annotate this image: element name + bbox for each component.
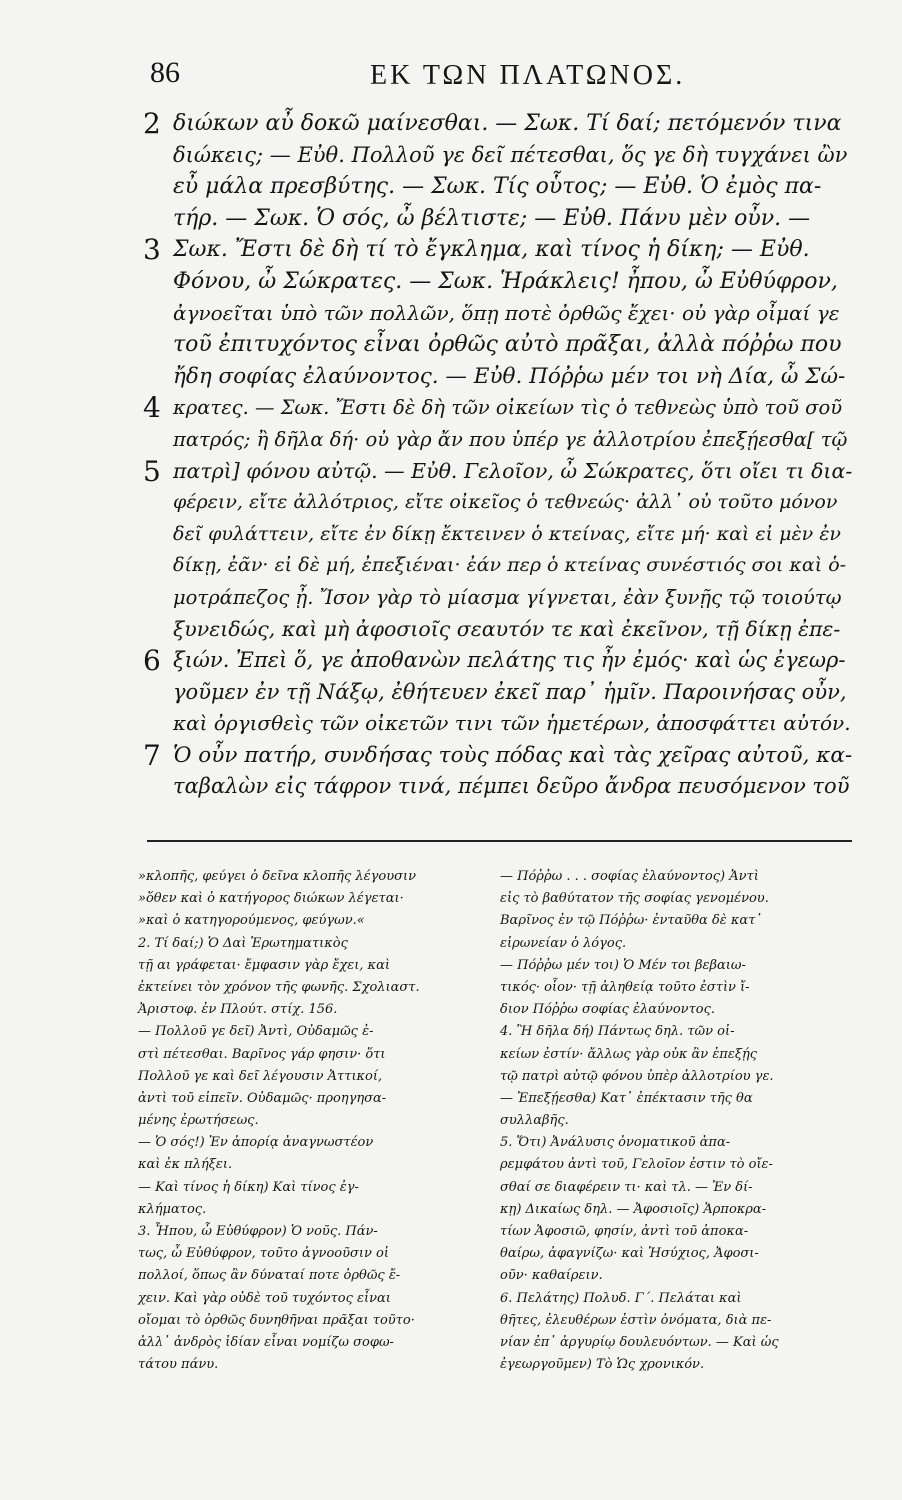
text-line xyxy=(143,361,853,393)
line-text: κρατες. — Σωκ. Ἔστι δὲ δὴ τῶν οἰκείων τὶς ὁ τεθνεὼς ὑπὸ τοῦ σοῦ xyxy=(173,396,843,420)
footnote-line: Πολλοῦ γε καὶ δεῖ λέγουσιν Ἀττικοί, xyxy=(138,1068,383,1084)
section-number: 3 xyxy=(143,233,161,267)
text-line xyxy=(143,140,853,172)
section-number: 7 xyxy=(143,738,161,772)
footnote-line: — Καὶ τίνος ἡ δίκη) Καὶ τίνος ἐγ- xyxy=(138,1179,359,1195)
footnote-line: ἀντὶ τοῦ εἰπεῖν. Οὐδαμῶς· προηγησα- xyxy=(138,1090,387,1106)
line-text: γοῦμεν ἐν τῇ Νάξῳ, ἐθήτευεν ἐκεῖ παρ᾽ ἡμῖν. Παροινήσας οὖν, xyxy=(173,679,847,704)
footnote-line: τῷ πατρὶ αὐτῷ φόνου ὑπὲρ ἀλλοτρίου γε. xyxy=(500,1068,774,1084)
line-text: Ὁ οὖν πατήρ, συνδήσας τοὺς πόδας καὶ τὰς χεῖρας αὐτοῦ, κα- xyxy=(173,742,853,768)
footnote-line: κλήματος. xyxy=(138,1201,207,1217)
footnote-line: θαίρω, ἀφαγνίζω· καὶ Ἡσύχιος, Ἀφοσι- xyxy=(500,1246,759,1262)
text-line xyxy=(143,456,853,488)
line-text: πατρὶ] φόνου αὐτῷ. — Εὐθ. Γελοῖον, ὦ Σώκρατες, ὅτι οἴει τι δια- xyxy=(173,458,853,483)
section-number: 6 xyxy=(143,644,161,678)
text-line xyxy=(143,266,853,298)
footnote-line: Βαρῖνος ἐν τῷ Πόῤῥω· ἐνταῦθα δὲ κατ᾽ xyxy=(500,913,762,929)
footnote-line: καὶ ἐκ πλήξει. xyxy=(138,1157,233,1173)
text-line xyxy=(143,487,853,519)
line-text: Σωκ. Ἔστι δὲ δὴ τί τὸ ἔγκλημα, καὶ τίνος ἡ δίκη; — Εὐθ. xyxy=(173,237,810,263)
footnote-line: — Ὁ σός!) Ἐν ἀπορίᾳ ἀναγνωστέον xyxy=(138,1135,374,1151)
line-text: μοτράπεζος ᾖ. Ἴσον γὰρ τὸ μίασμα γίγνεται, ἐὰν ξυνῇς τῷ τοιούτῳ xyxy=(173,585,842,609)
footnote-line: Ἀριστοφ. ἐν Πλούτ. στίχ. 156. xyxy=(138,1002,338,1018)
footnote-line: — Πόῤῥω μέν τοι) Ὁ Μέν τοι βεβαιω- xyxy=(500,957,746,973)
line-text: πατρός; ἢ δῆλα δή· οὐ γὰρ ἄν που ὑπέρ γε ἀλλοτρίου ἐπεξῄεσθα[ τῷ xyxy=(173,427,848,451)
footnote-line: »ὅθεν καὶ ὁ κατήγορος διώκων λέγεται· xyxy=(138,891,404,907)
footnote-line: — Ἐπεξῄεσθα) Κατ᾽ ἐπέκτασιν τῆς θα xyxy=(500,1090,753,1106)
footnote-line: συλλαβῆς. xyxy=(500,1113,569,1129)
line-text: ἀγνοεῖται ὑπὸ τῶν πολλῶν, ὅπῃ ποτὲ ὀρθῶς ἔχει· οὐ γὰρ οἶμαί γε xyxy=(173,300,840,325)
footnote-line: εἰρωνείαν ὁ λόγος. xyxy=(500,935,627,951)
footnote-line: 4. Ἢ δῆλα δή) Πάντως δηλ. τῶν οἰ- xyxy=(500,1024,735,1040)
footnote-line: — Πολλοῦ γε δεῖ) Ἀντὶ, Οὐδαμῶς ἐ- xyxy=(138,1024,374,1040)
text-line xyxy=(143,582,853,614)
footnote-line: 5. Ὅτι) Ἀνάλυσις ὀνοματικοῦ ἀπα- xyxy=(500,1135,731,1151)
text-line xyxy=(143,677,853,709)
footnote-line: — Πόῤῥω . . . σοφίας ἐλαύνοντος) Ἀντὶ xyxy=(500,869,759,884)
footnotes-left-column xyxy=(138,866,478,1376)
text-line xyxy=(143,740,853,772)
footnote-line: νίαν ἐπ᾽ ἀργυρίῳ δουλευόντων. — Καὶ ὡς xyxy=(500,1334,779,1350)
line-text: διώκων αὖ δοκῶ μαίνεσθαι. — Σωκ. Τί δαί; πετόμενόν τινα xyxy=(173,111,842,136)
line-text: δίκῃ, ἐᾶν· εἰ δὲ μή, ἐπεξιέναι· ἐάν περ ὁ κτείνας συνέστιός σοι καὶ ὁ- xyxy=(173,554,847,577)
line-text: Φόνου, ὦ Σώκρατες. — Σωκ. Ἡράκλεις! ἦπου, ὦ Εὐθύφρον, xyxy=(173,268,838,294)
page-number: 86 xyxy=(150,56,180,89)
text-line xyxy=(143,329,853,361)
footnote-line: κείων ἐστίν· ἄλλως γὰρ οὐκ ἂν ἐπεξῄς xyxy=(500,1046,758,1062)
text-line xyxy=(143,550,853,582)
footnote-line: »καὶ ὁ κατηγορούμενος, φεύγων.« xyxy=(138,913,365,929)
line-text: ἤδη σοφίας ἐλαύνοντος. — Εὐθ. Πόῤῥω μέν τοι νὴ Δία, ὦ Σώ- xyxy=(173,363,846,389)
text-line xyxy=(143,171,853,203)
line-text: ταβαλὼν εἰς τάφρον τινά, πέμπει δεῦρο ἄνδρα πευσόμενον τοῦ xyxy=(173,774,850,799)
text-line xyxy=(143,645,853,677)
text-line xyxy=(143,234,853,266)
text-line xyxy=(143,298,853,330)
footnote-line: θῆτες, ἐλευθέρων ἐστὶν ὀνόματα, διὰ πε- xyxy=(500,1312,772,1328)
running-title: ΕΚ ΤΩΝ ΠΛΑΤΩΝΟΣ. xyxy=(370,60,686,91)
line-text: τοῦ ἐπιτυχόντος εἶναι ὀρθῶς αὐτὸ πρᾶξαι, ἀλλὰ πόῤῥω που xyxy=(173,332,842,358)
footnote-line: οῦν· καθαίρειν. xyxy=(500,1268,603,1284)
text-line xyxy=(143,392,853,424)
text-line xyxy=(143,708,853,740)
footnote-line: διον Πόῤῥω σοφίας ἐλαύνοντος. xyxy=(500,1002,716,1018)
footnote-line: τως, ὦ Εὐθύφρον, τοῦτο ἀγνοοῦσιν οἱ xyxy=(138,1246,389,1262)
footnote-divider xyxy=(147,840,852,842)
line-text: δεῖ φυλάττειν, εἴτε ἐν δίκῃ ἔκτεινεν ὁ κτείνας, εἴτε μή· καὶ εἰ μὲν ἐν xyxy=(173,522,841,545)
footnotes-right-column xyxy=(500,866,840,1376)
main-text-block xyxy=(143,108,853,803)
footnote-line: τικός· οἷον· τῇ ἀληθείᾳ τοῦτο ἐστὶν ἴ- xyxy=(500,979,750,995)
line-text: ξυνειδώς, καὶ μὴ ἀφοσιοῖς σεαυτόν τε καὶ ἐκεῖνον, τῇ δίκῃ ἐπε- xyxy=(173,616,841,641)
line-text: ξιών. Ἐπεὶ ὅ, γε ἀποθανὼν πελάτης τις ἦν ἐμός· καὶ ὡς ἐγεωρ- xyxy=(173,648,846,673)
footnote-line: ρεμφάτου ἀντὶ τοῦ, Γελοῖον ἐστιν τὸ οἴε- xyxy=(500,1157,773,1173)
line-text: φέρειν, εἴτε ἀλλότριος, εἴτε οἰκεῖος ὁ τεθνεώς· ἀλλ᾽ οὐ τοῦτο μόνον xyxy=(173,491,838,514)
text-line xyxy=(143,108,853,140)
footnote-line: τάτου πάνυ. xyxy=(138,1357,219,1373)
footnote-line: ἀλλ᾽ ἀνδρὸς ἰδίαν εἶναι νομίζω σοφω- xyxy=(138,1334,394,1350)
line-text: εὖ μάλα πρεσβύτης. — Σωκ. Τίς οὗτος; — Εὐθ. Ὁ ἐμὸς πα- xyxy=(173,174,822,200)
footnote-line: εἰς τὸ βαθύτατον τῆς σοφίας γενομένου. xyxy=(500,891,769,907)
footnote-line: 3. Ἦπου, ὦ Εὐθύφρον) Ὁ νοῦς. Πάν- xyxy=(138,1224,378,1239)
section-number: 5 xyxy=(143,454,161,488)
footnote-line: ἐκτείνει τὸν χρόνον τῆς φωνῆς. Σχολιαστ. xyxy=(138,979,420,995)
footnote-line: χειν. Καὶ γὰρ οὐδὲ τοῦ τυχόντος εἶναι xyxy=(138,1290,391,1306)
footnote-line: τίων Ἀφοσιῶ, φησίν, ἀντὶ τοῦ ἀποκα- xyxy=(500,1224,749,1239)
line-text: καὶ ὀργισθεὶς τῶν οἰκετῶν τινι τῶν ἡμετέρων, ἀποσφάττει αὐτόν. xyxy=(173,711,851,736)
text-line xyxy=(143,424,853,456)
line-text: διώκεις; — Εὐθ. Πολλοῦ γε δεῖ πέτεσθαι, ὅς γε δὴ τυγχάνει ὢν xyxy=(173,142,848,167)
text-line xyxy=(143,203,853,235)
text-line xyxy=(143,614,853,646)
footnote-line: 6. Πελάτης) Πολυδ. Γ΄. Πελάται καὶ xyxy=(500,1290,742,1306)
footnote-line: στὶ πέτεσθαι. Βαρῖνος γάρ φησιν· ὅτι xyxy=(138,1046,386,1062)
footnote-line: οἴομαι τὸ ὀρθῶς δυνηθῆναι πρᾶξαι τοῦτο· xyxy=(138,1312,415,1328)
footnote-line: σθαί σε διαφέρειν τι· καὶ τλ. — Ἐν δί- xyxy=(500,1179,753,1195)
line-text: τήρ. — Σωκ. Ὁ σός, ὦ βέλτιστε; — Εὐθ. Πάνυ μὲν οὖν. — xyxy=(173,205,811,231)
text-line xyxy=(143,519,853,551)
section-number: 4 xyxy=(143,391,161,425)
text-line xyxy=(143,771,853,803)
footnote-line: μένης ἐρωτήσεως. xyxy=(138,1113,259,1129)
footnote-line: ἐγεωργοῦμεν) Τὸ Ὡς χρονικόν. xyxy=(500,1357,705,1373)
footnote-line: τῇ αι γράφεται· ἔμφασιν γὰρ ἔχει, καὶ xyxy=(138,957,390,973)
footnote-line: κῃ) Δικαίως δηλ. — Ἀφοσιοῖς) Ἁρποκρα- xyxy=(500,1201,767,1217)
section-number: 2 xyxy=(143,107,161,140)
footnote-line: πολλοί, ὅπως ἂν δύναταί ποτε ὀρθῶς ἔ- xyxy=(138,1268,401,1284)
footnote-line: 2. Τί δαί;) Ὁ Δαὶ Ἐρωτηματικὸς xyxy=(138,935,348,951)
footnote-line: »κλοπῆς, φεύγει ὁ δεῖνα κλοπῆς λέγουσιν xyxy=(138,869,416,884)
